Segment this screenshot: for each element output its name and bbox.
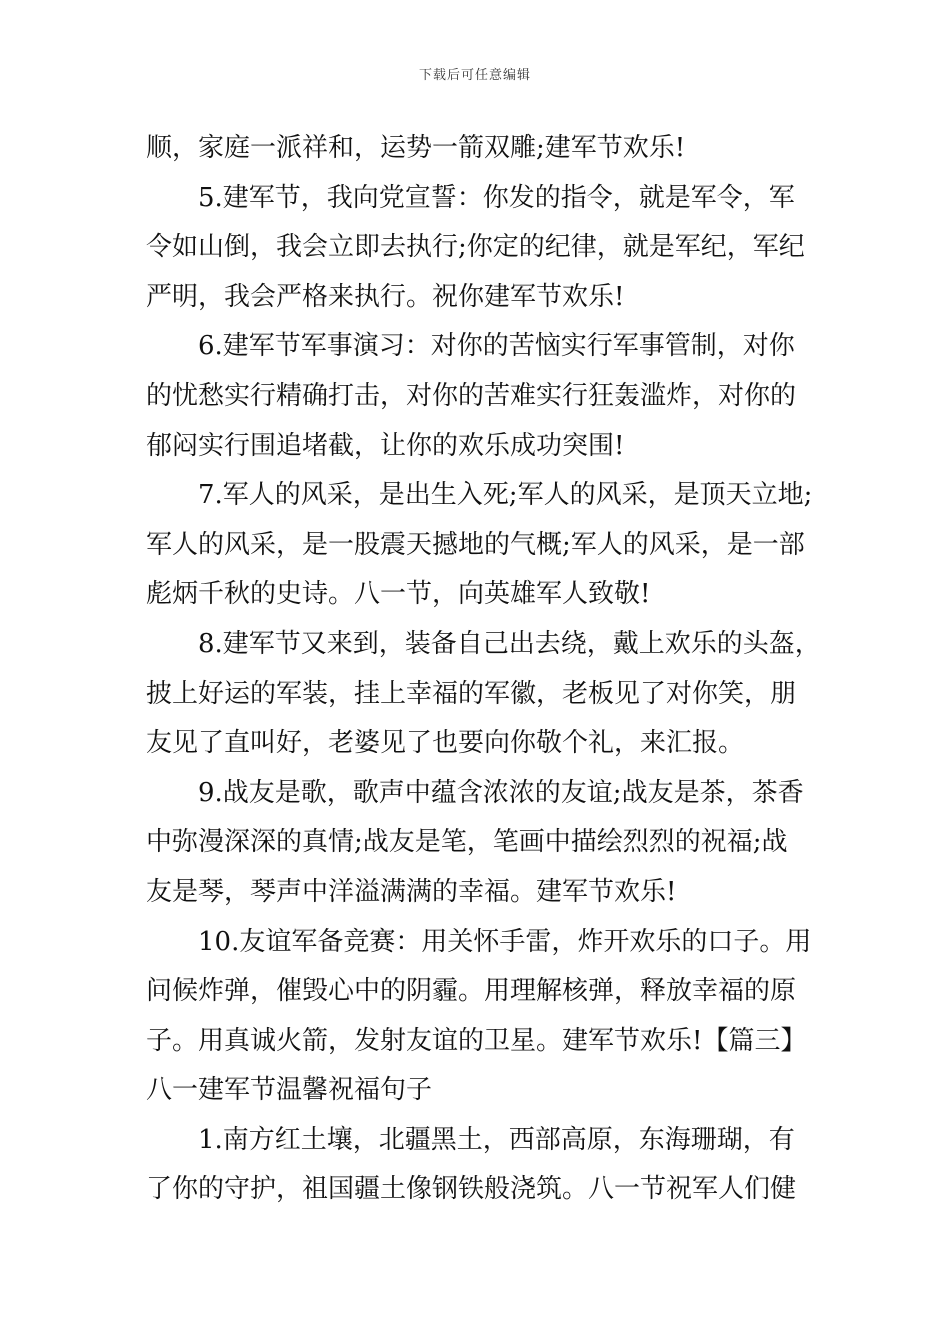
text-line: 顺，家庭一派祥和，运势一箭双雕;建军节欢乐!	[146, 133, 686, 163]
text-line: 八一建军节温馨祝福句子	[146, 1075, 433, 1106]
text-line: 5.建军节，我向党宣誓：你发的指令，就是军令，军	[198, 182, 795, 213]
text-line: 严明，我会严格来执行。祝你建军节欢乐!	[146, 281, 625, 312]
text-line: 军人的风采，是一股震天撼地的气概;军人的风采，是一部	[146, 529, 805, 560]
text-line: 的忧愁实行精确打击，对你的苦难实行狂轰滥炸，对你的	[146, 380, 797, 411]
text-line: 7.军人的风采，是出生入死;军人的风采，是顶天立地;	[198, 480, 813, 511]
text-line: 了你的守护，祖国疆土像钢铁般浇筑。八一节祝军人们健	[146, 1174, 797, 1205]
document-body	[146, 124, 826, 1215]
text-line: 子。用真诚火箭，发射友谊的卫星。建军节欢乐!【篇三】	[146, 1025, 807, 1056]
text-line: 1.南方红土壤，北疆黑土，西部高原，东海珊瑚，有	[198, 1124, 795, 1155]
text-line: 彪炳千秋的史诗。八一节，向英雄军人致敬!	[146, 579, 651, 610]
page-header-note: 下载后可任意编辑	[418, 68, 531, 83]
text-line: 8.建军节又来到，装备自己出去绕，戴上欢乐的头盔，	[198, 628, 821, 659]
text-line: 披上好运的军装，挂上幸福的军徽，老板见了对你笑，朋	[146, 678, 797, 709]
text-line: 友是琴，琴声中洋溢满满的幸福。建军节欢乐!	[146, 876, 677, 907]
text-line: 10.友谊军备竞赛：用关怀手雷，炸开欢乐的口子。用	[198, 926, 812, 957]
text-line: 9.战友是歌，歌声中蕴含浓浓的友谊;战友是茶，茶香	[198, 777, 804, 808]
text-line: 6.建军节军事演习：对你的苦恼实行军事管制，对你	[198, 331, 795, 362]
text-line: 中弥漫深深的真情;战友是笔，笔画中描绘烈烈的祝福;战	[146, 827, 788, 858]
text-line: 郁闷实行围追堵截，让你的欢乐成功突围!	[146, 430, 625, 461]
text-line: 问候炸弹，催毁心中的阴霾。用理解核弹，释放幸福的原	[146, 976, 797, 1007]
text-line: 令如山倒，我会立即去执行;你定的纪律，就是军纪，军纪	[146, 232, 805, 263]
text-line: 友见了直叫好，老婆见了也要向你敬个礼，来汇报。	[146, 728, 745, 759]
